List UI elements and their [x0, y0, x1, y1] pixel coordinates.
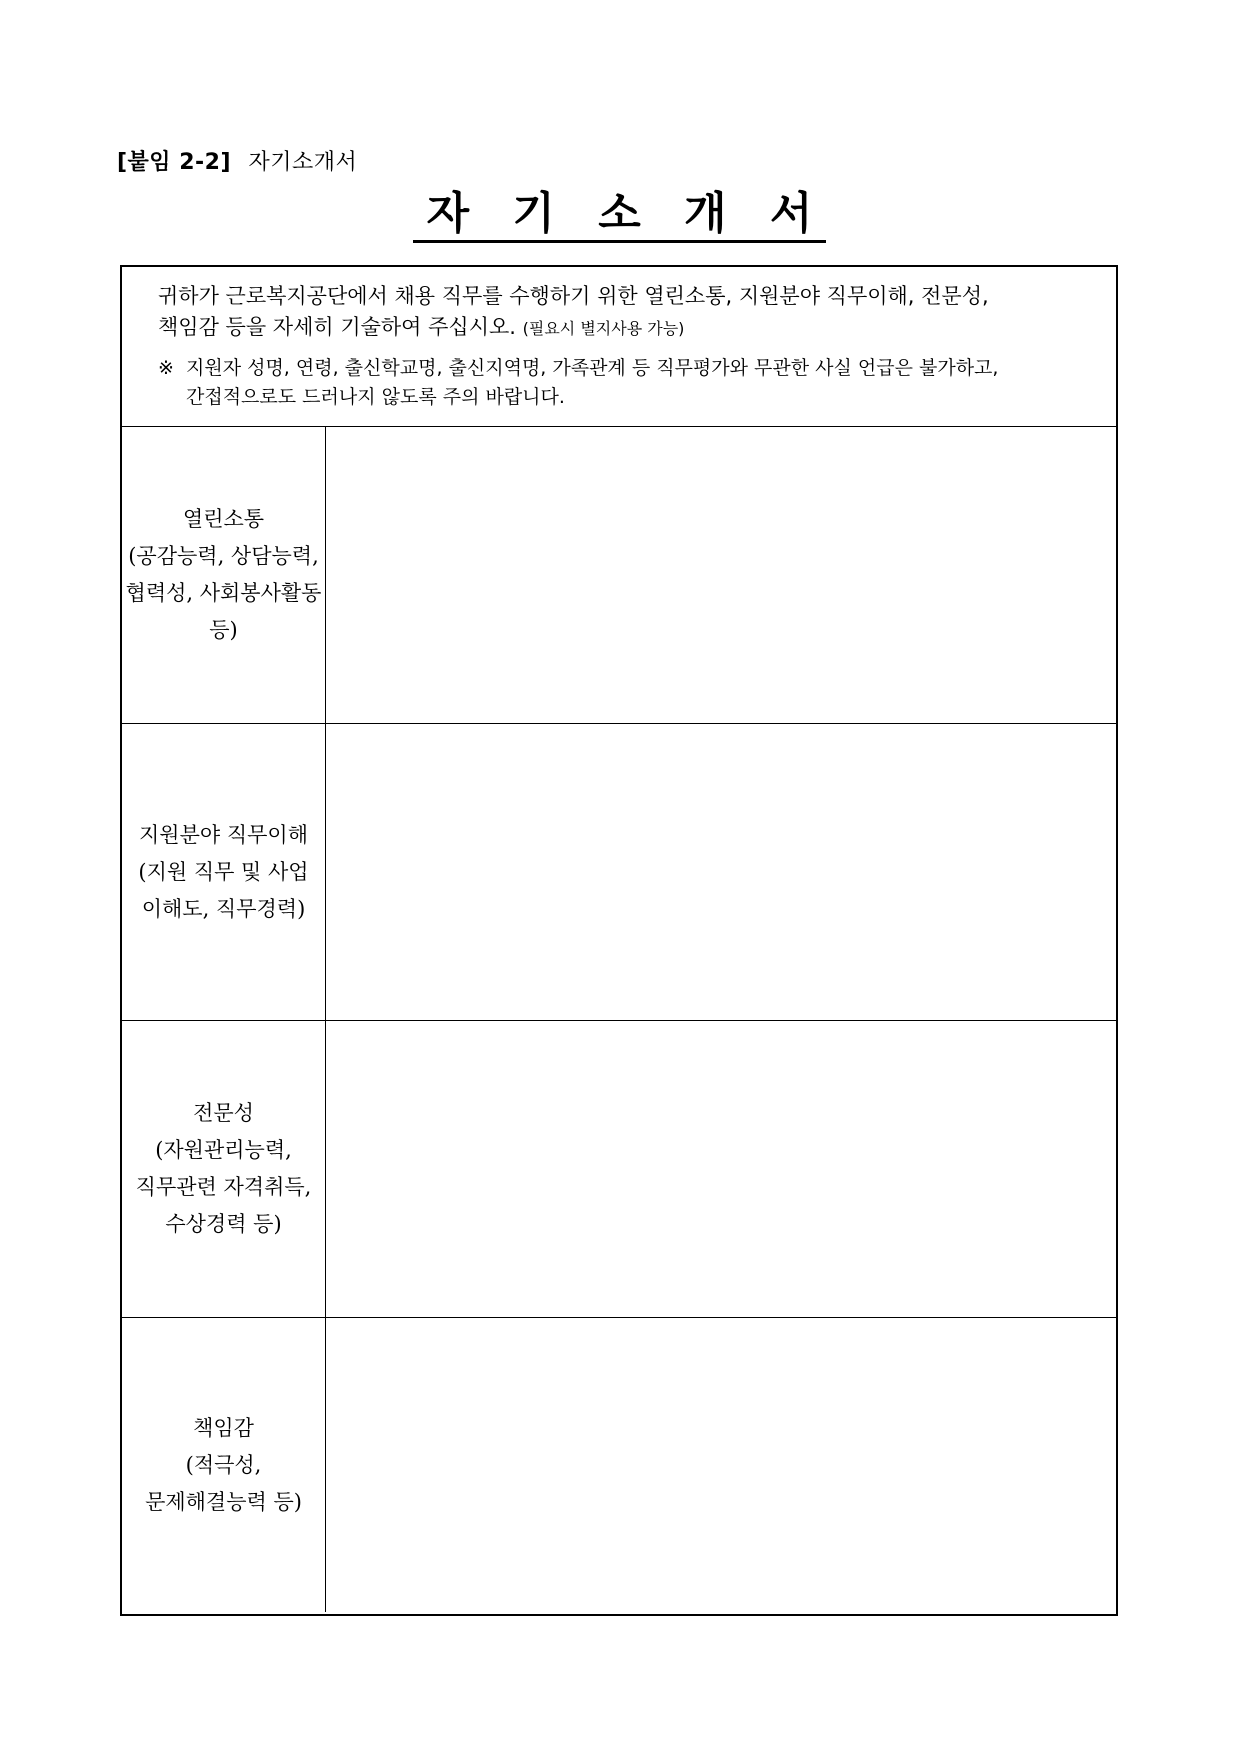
instruction-extra-note: (필요시 별지사용 가능): [522, 319, 685, 338]
answer-area-responsibility[interactable]: [326, 1318, 1116, 1612]
attachment-name: 자기소개서: [248, 150, 358, 175]
page-title-wrap: [0, 190, 1239, 243]
section-label: 열린소통 (공감능력, 상담능력, 협력성, 사회봉사활동 등): [122, 427, 326, 723]
caution-line-1: 지원자 성명, 연령, 출신학교명, 출신지역명, 가족관계 등 직무평가와 무관한 사실 언급은 불가하고,: [186, 357, 999, 379]
caution-line-2: 간접적으로도 드러나지 않도록 주의 바랍니다.: [186, 386, 565, 408]
instruction-line-1: 귀하가 근로복지공단에서 채용 직무를 수행하기 위한 열린소통, 지원분야 직무이해, 전문성,: [158, 284, 989, 308]
answer-area-expertise[interactable]: [326, 1021, 1116, 1317]
answer-area-job-understanding[interactable]: [326, 724, 1116, 1020]
attachment-header: [117, 145, 357, 176]
section-row-open-communication: [122, 427, 1116, 724]
section-row-job-understanding: [122, 724, 1116, 1021]
instructions: [122, 267, 1116, 427]
page-title: 자 기 소 개 서: [413, 190, 827, 243]
section-label: 전문성 (자원관리능력, 직무관련 자격취득, 수상경력 등): [122, 1021, 326, 1317]
caution-note: [158, 354, 1108, 412]
self-introduction-form: [120, 265, 1118, 1616]
instruction-line-2: 책임감 등을 자세히 기술하여 주십시오. (필요시 별지사용 가능): [158, 315, 685, 339]
section-row-expertise: [122, 1021, 1116, 1318]
answer-area-open-communication[interactable]: [326, 427, 1116, 723]
section-row-responsibility: [122, 1318, 1116, 1612]
section-label: 책임감 (적극성, 문제해결능력 등): [122, 1318, 326, 1612]
attachment-tag: [붙임 2-2]: [117, 150, 232, 175]
section-label: 지원분야 직무이해 (지원 직무 및 사업 이해도, 직무경력): [122, 724, 326, 1020]
reference-mark: ※: [158, 357, 174, 379]
